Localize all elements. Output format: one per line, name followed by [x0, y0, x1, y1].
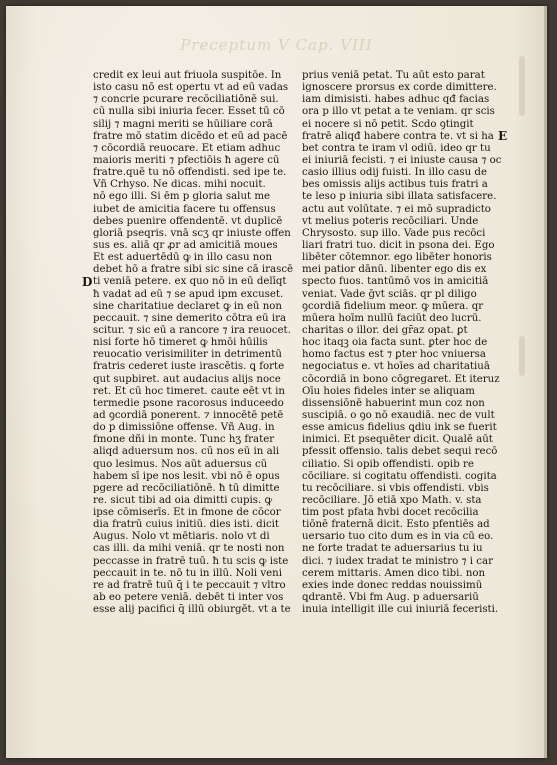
text-line: qut supbiret. aut audacius alijs noce	[93, 373, 281, 385]
text-line: Vñ Crhyso. Ne dicas. mihi nocuit.	[93, 179, 266, 191]
text-line: ei nocere si nō petit. Scdo ꝯtingit	[302, 118, 474, 130]
text-line: fratris cederet iuste irascētis. ꝗ forte	[93, 361, 285, 373]
text-line: peccasse in fratrē tuū. ħ tu scis ꝙ iste	[93, 555, 289, 567]
text-line: actu aut volūtate. ⁊ ei mō supradicto	[302, 203, 491, 215]
text-line: pfessit offensio. talis debet sequi recō	[302, 446, 498, 458]
text-line: do p dimissiōne offense. Vñ Aug. in	[93, 422, 275, 434]
text-line: iam dimisisti. habes adhuc qđ facias	[302, 94, 490, 106]
text-line: nisi forte hō timeret ꝙ hmōi hūilis	[93, 337, 268, 349]
text-line: specto fuos. tantūmō vos in amicitiā	[302, 276, 489, 288]
text-line: credit ex leui aut friuola suspitōe. In	[93, 70, 282, 81]
text-line: ti veniā petere. ex quo nō in eū delīqt	[93, 276, 287, 288]
text-line: ꝗdrantē. Vbi fm Aug. p aduersariū	[302, 592, 479, 604]
text-line: Oīu hoies fideles inter se aliquam	[302, 385, 475, 397]
text-line: cas illi. da mihi veniā. qr te nosti non	[93, 543, 285, 555]
text-line: debet hō a fratre sibi sic sine cā irascē	[93, 264, 294, 276]
text-line: liari fratri tuo. dicit in psona dei. Ego	[302, 239, 495, 251]
text-line: ciliatio. Si opib offendisti. opib re	[302, 458, 474, 470]
text-line: inimici. Et psequēter dicit. Qualē aūt	[302, 434, 493, 446]
text-line: Chrysosto. sup illo. Vade pus recōci	[302, 227, 486, 239]
text-line: ad ꝯcordiā ponerent. ⁊ innocētē petē	[93, 409, 284, 421]
text-line: homo factus est ⁊ ꝑter hoc vniuersa	[302, 349, 486, 361]
text-line: ⁊ concrie pcurare recōciliatiōnē sui.	[93, 94, 279, 106]
text-line: debes puenire offendentē. vt duplicē	[93, 215, 283, 227]
text-line: uersario tuo cito dum es in via cū eo.	[302, 531, 494, 543]
text-line: veniat. Vade ḡvt sciās. qr pl diligo	[302, 288, 477, 300]
text-line: ret. Et cū hoc timeret. caute eēt vt in	[93, 385, 285, 397]
text-line: pgere ad recōciliatiōnē. ħ tū dimitte	[93, 482, 280, 494]
text-line: scitur. ⁊ sic eū a rancore ⁊ ira reuocet.	[93, 324, 291, 336]
text-line: vt melius poteris recōciliari. Unde	[302, 215, 479, 227]
text-line: fmone dñi in monte. Tunc hʒ frater	[93, 434, 275, 446]
text-line: tim post pfata ħvbi docet recōcilia	[302, 507, 479, 519]
text-line: re ad fratrē tuū q̄ i te peccauit ⁊ vltro	[93, 579, 286, 591]
text-line: tu recōciliare. si vbis offendisti. vbis	[302, 482, 489, 494]
text-line: esse amicus fidelius ꝗdiu ink se fuerit	[302, 422, 497, 434]
text-line: casio illius odij fuisti. In illo casu de	[302, 167, 487, 179]
text-line: ne forte tradat te aduersarius tu iu	[302, 543, 483, 555]
text-line: bes omissis alijs actibus tuis fratri a	[302, 179, 488, 191]
page-edge-shadow	[544, 6, 547, 758]
text-line: ipse cōmiserīs. Et in fmone de cōcor	[93, 507, 281, 519]
text-line: ora p illo vt petat a te veniam. qr scis	[302, 106, 495, 118]
text-line: te leso p iniuria sibi illata satisfacere.	[302, 191, 497, 203]
text-line: gloriā pseqris. vnā scʒ qr iniuste offen	[93, 227, 291, 239]
text-line: ꝯcordiā fidelium meor. ꝙ mūera. qr	[302, 300, 484, 312]
left-text-column	[93, 70, 301, 616]
text-line: mei patior dānū. libenter ego dis ex	[302, 264, 487, 276]
text-line: tiōnē fraternā dicit. Esto pfentiēs ad	[302, 519, 490, 531]
text-line: fratrē aliqđ habere contra te. vt si ha	[302, 130, 494, 142]
text-line: fratre mō statim dicēdo et eū ad pacē	[93, 130, 288, 142]
text-line: esse alij pacifici q̄ illū obiurgēt. vt a te	[93, 604, 291, 616]
text-line: libēter cōtemnor. ego libēter honoris	[302, 252, 492, 264]
text-line: cōcordiā in bono cōgregaret. Et iteruz	[302, 373, 500, 385]
text-line: peccauit. ⁊ sine demerito cōtra eū ira	[93, 312, 287, 324]
text-line: sine charitatiue declaret ꝙ in eū non	[93, 300, 282, 312]
text-line: quo lesimus. Nos aūt aduersus cū	[93, 458, 268, 470]
text-line: ab eo petere veniā. debēt ti inter vos	[93, 592, 284, 604]
text-line: isto casu nō est opertu vt ad eū vadas	[93, 82, 289, 94]
text-line: bet contra te iram vl odiū. ideo qr tu	[302, 142, 491, 154]
right-text-column	[302, 70, 510, 616]
text-line: recōciliare. Jō etiā xpo Math. v. sta	[302, 494, 482, 506]
text-line: aliqd aduersum nos. cū nos eū in ali	[93, 446, 280, 458]
text-line: termedie psone racorosus induceedo	[93, 397, 284, 409]
book-page	[6, 6, 547, 758]
text-line: nō ego illi. Si ēm p gloria salut me	[93, 191, 271, 203]
text-line: ħ vadat ad eū ⁊ se apud ipm excuset.	[93, 288, 284, 300]
text-line: inuia intelligit ille cui iniuriā feceristi.	[302, 604, 499, 616]
text-line: habem sī ipe nos lesit. vbi nō ē opus	[93, 470, 280, 482]
text-line: Et est aduertēdū ꝙ in illo casu non	[93, 252, 273, 264]
text-line: sus es. aliā qr ꝓr ad amicitiā moues	[93, 239, 278, 251]
show-through-mark	[519, 336, 525, 376]
text-line: negociatus e. vt hoīes ad charitatiuā	[302, 361, 490, 373]
text-line: suscipiā. o ꝯo nō exaudiā. nec de vult	[302, 409, 495, 421]
text-line: reuocatio verisimiliter in detrimentū	[93, 349, 282, 361]
text-line: peccauit in te. nō tu in illū. Noli veni	[93, 567, 282, 579]
text-line: Augus. Nolo vt mētiaris. nolo vt di	[93, 531, 270, 543]
text-line: cerem mittaris. Amen dico tibi. non	[302, 567, 486, 579]
text-line: silij ⁊ magni meriti se hūiliare corā	[93, 118, 273, 130]
text-line: dici. ⁊ iudex tradat te ministro ⁊ i car	[302, 555, 493, 567]
marginal-letter-left: D	[82, 275, 93, 289]
text-line: dia fratrū cuius initiū. dies isti. dicit	[93, 519, 280, 531]
text-line: hoc itaqꝫ oia facta sunt. ꝑter hoc de	[302, 337, 488, 349]
text-line: ⁊ cōcordiā reuocare. Et etiam adhuc	[93, 142, 281, 154]
text-line: cōciliare. si cogitatu offendisti. cogita	[302, 470, 497, 482]
text-line: ignoscere prorsus ex corde dimittere.	[302, 82, 497, 94]
text-line: maioris meriti ⁊ pfectiōis ħ agere cū	[93, 154, 280, 166]
text-line: iubet de amicitia facere tu offensus	[93, 203, 276, 215]
text-line: exies inde donec reddas nouissimū	[302, 579, 483, 591]
show-through-mark	[519, 56, 525, 116]
text-line: fratre.quē tu nō offendisti. sed ipe te.	[93, 167, 287, 179]
text-line: cū nulla sibi iniuria fecer. Esset tū cō	[93, 106, 285, 118]
text-line: ei iniuriā fecisti. ⁊ ei iniuste causa ⁊ oc	[302, 154, 502, 166]
text-line: charitas o illor. dei gr̄az opat. ꝑt	[302, 324, 468, 336]
marginal-letter-right: E	[498, 129, 508, 143]
text-line: re. sicut tibi ad oia dimitti cupis. ꝙ	[93, 494, 273, 506]
text-line: prius veniā petat. Tu aūt esto parat	[302, 70, 485, 81]
text-line: mūera hoīm nullū faciūt deo lucrū.	[302, 312, 482, 324]
running-head: Preceptum V Cap. VIII	[180, 36, 373, 54]
text-line: dissensiōnē habuerint mun coz non	[302, 397, 485, 409]
